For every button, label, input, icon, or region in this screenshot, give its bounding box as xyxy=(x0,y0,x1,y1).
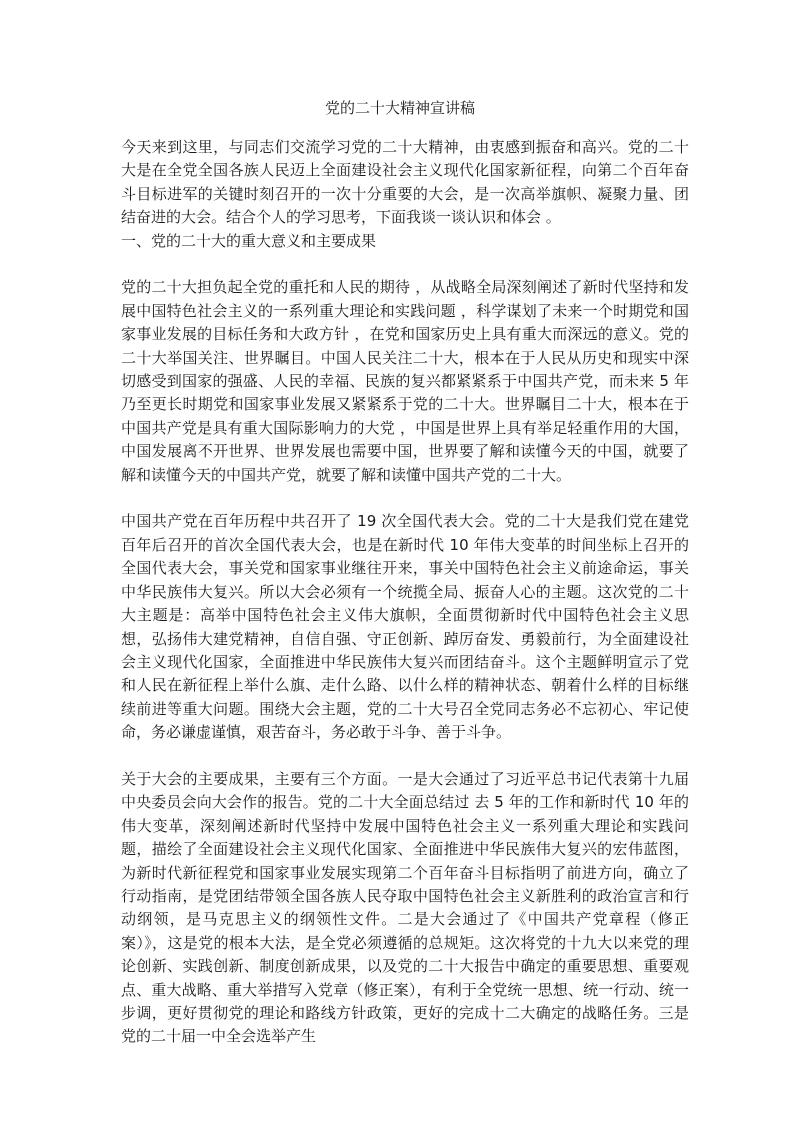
section-heading: 一、党的二十大的重大意义和主要成果 xyxy=(121,231,377,250)
document-title: 党的二十大精神宣讲稿 xyxy=(324,99,475,117)
body-paragraph-2: 中国共产党在百年历程中共召开了 19 次全国代表大会。党的二十大是我们党在建党百年后召开的首次全国代表大会，也是在新时代 10 年伟大变革的时间坐标上召开的全国代表大会，事关党和国家事业继往开来，事关中国特色社会主义前途命运，事关中华民族伟大复兴。所以大会必须有一个统揽全局、振奋人心的主题。这次党的二十大主题是：高举中国特色社会主义伟大旗帜，全面贯彻新时代中国特色社会主义思想，弘扬伟大建党精神，自信自强、守正创新、踔厉奋发、勇毅前行，为全面建设社会主义现代化国家，全面推进中华民族伟大复兴而团结奋斗。这个主题鲜明宣示了党和人民在新征程上举什么旗、走什么路、以什么样的精神状态、朝着什么样的目标继续前进等重大问题。围绕大会主题，党的二十大号召全党同志务必不忘初心、牢记使命，务必谦虚谨慎，艰苦奋斗，务必敢于斗争、善于斗争。 xyxy=(121,512,689,742)
body-paragraph-3: 关于大会的主要成果，主要有三个方面。一是大会通过了习近平总书记代表第十九届中央委员会向大会作的报告。党的二十大全面总结过 去 5 年的工作和新时代 10 年的伟大变革，深刻阐述新时代坚持中发展中国特色社会主义一系列重大理论和实践问题，描绘了全面建设社会主义现代化国家、全面推进中华民族伟大复兴的宏伟蓝图，为新时代新征程党和国家事业发展实现第二个百年奋斗目标指明了前进方向，确立了行动指南，是党团结带领全国各族人民夺取中国特色社会主义新胜利的政治宣言和行动纲领，是马克思主义的纲领性文件。二是大会通过了《中国共产党章程（修正案）》，这是党的根本大法，是全党必须遵循的总规矩。这次将党的十九大以来党的理论创新、实践创新、制度创新成果，以及党的二十大报告中确定的重要思想、重要观点、重大战略、重大举措写入党章（修正案），有利于全党统一思想、统一行动、统一步调，更好贯彻党的理论和路线方针政策，更好的完成十二大确定的战略任务。三是党的二十届一中全会选举产生 xyxy=(121,769,689,1046)
document-body xyxy=(121,136,689,1049)
intro-paragraph: 今天来到这里，与同志们交流学习党的二十大精神，由衷感到振奋和高兴。党的二十大是在全党全国各族人民迈上全面建设社会主义现代化国家新征程，向第二个百年奋斗目标进军的关键时刻召开的一次十分重要的大会，是一次高举旗帜、凝聚力量、团结奋进的大会。结合个人的学习思考，下面我谈一谈认识和体会 。 xyxy=(121,138,689,227)
body-paragraph-1: 党的二十大担负起全党的重托和人民的期待 ，从战略全局深刻阐述了新时代坚持和发展中国特色社会主义的一系列重大理论和实践问题 ，科学谋划了未来一个时期党和国家事业发展的目标任务和大政方针 ，在党和国家历史上具有重大而深远的意义。党的二十大举国关注、世界瞩目。中国人民关注二十大，根本在于人民从历史和现实中深切感受到国家的强盛、人民的幸福、民族的复兴都紧紧系于中国共产党，而未来 5 年乃至更长时期党和国家事业发展又紧紧系于党的二十大。世界瞩目二十大，根本在于中国共产党是具有重大国际影响力的大党 ，中国是世界上具有举足轻重作用的大国，中国发展离不开世界、世界发展也需要中国，世界要了解和读懂今天的中国，就要了解和读懂今天的中国共产党，就要了解和读懂中国共产党的二十大。 xyxy=(121,278,689,484)
